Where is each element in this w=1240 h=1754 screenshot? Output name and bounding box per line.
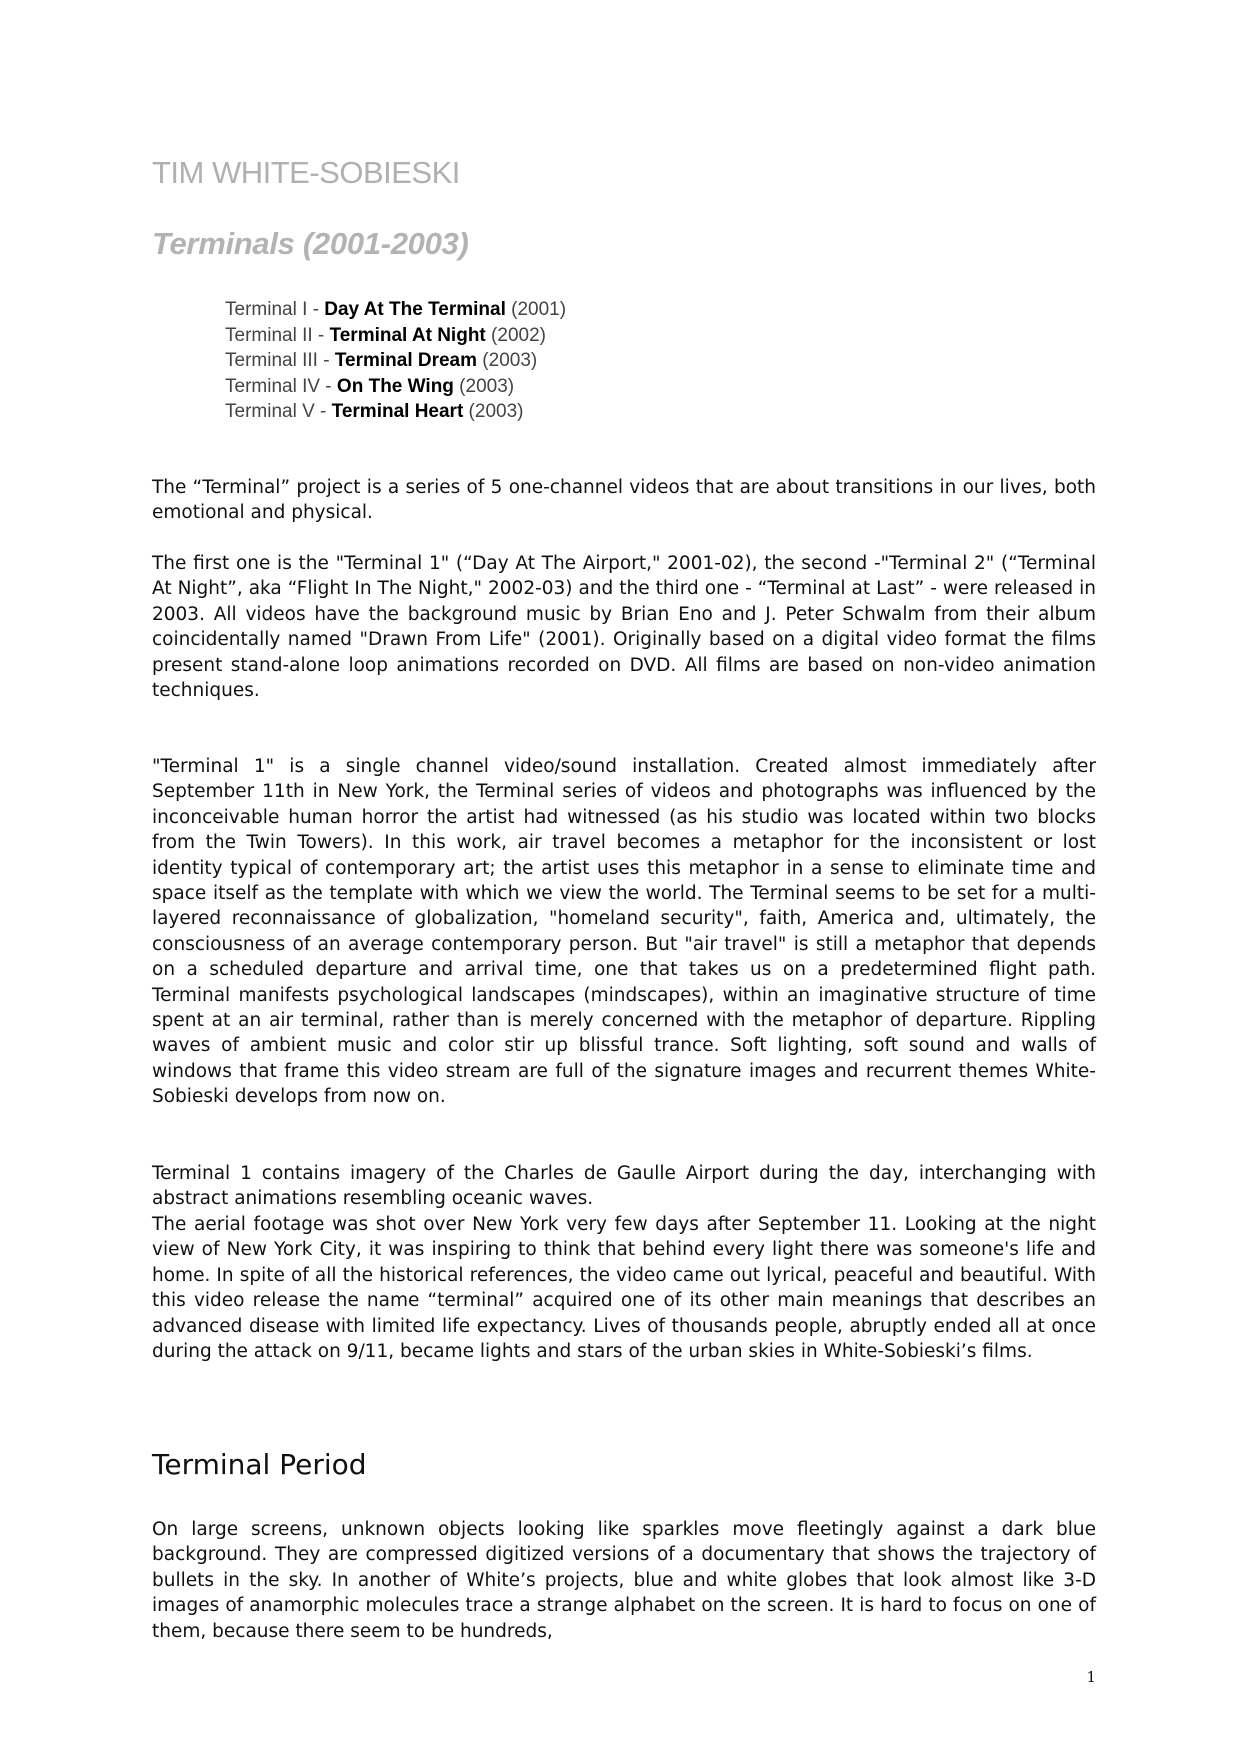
terminal-year: (2001) <box>505 299 567 320</box>
terminal-name: Terminal Dream <box>334 350 478 372</box>
author-name: TIM WHITE-SOBIESKI <box>152 155 460 190</box>
list-item <box>225 297 566 323</box>
terminal-name: Day At The Terminal <box>324 299 506 320</box>
paragraph-terminal-period: On large screens, unknown objects looking like sparkles move fleetingly against a dark blue background. They are compressed digitized versions of a documentary that shows the trajectory of bullets in the sky. In another of White’s projects, blue and white globes that look almost like 3-D images of anamorphic molecules trace a strange alphabet on the screen. It is hard to focus on one of them, because there seem to be hundreds, <box>152 1519 1096 1642</box>
list-item <box>225 374 566 400</box>
terminal-prefix: Terminal III - <box>225 350 335 372</box>
work-title: Terminals (2001-2003) <box>152 226 469 261</box>
section-heading: Terminal Period <box>152 1448 367 1481</box>
paragraph-releases: The first one is the "Terminal 1" (“Day At The Airport," 2001-02), the second -"Terminal 2" (“Terminal At Night”, aka “Flight In The Night," 2002-03) and the third one - “Terminal at Last” - were released in 2003. All videos have the background music by Brian Eno and J. Peter Schwalm from their album coincidentally named "Drawn From Life" (2001). Originally based on a digital video format the films present stand-alone loop animations recorded on DVD. All films are based on non-video animation techniques. <box>152 553 1096 702</box>
terminal-year: (2002) <box>485 324 546 346</box>
paragraph-terminal-1: "Terminal 1" is a single channel video/sound installation. Created almost immediately after September 11th in New York, the Terminal series of videos and photographs was influenced by the inconceivable human horror the artist had witnessed (as his studio was located within two blocks from the Twin Towers). In this work, air travel becomes a metaphor for the inconsistent or lost identity typical of contemporary art; the artist uses this metaphor in a sense to eliminate time and space itself as the template with which we view the world. The Terminal seems to be set for a multi-layered reconnaissance of globalization, "homeland security", faith, America and, ultimately, the consciousness of an average contemporary person. But "air travel" is still a metaphor that depends on a scheduled departure and arrival time, one that takes us on a predetermined flight path. Terminal manifests psychological landscapes (mindscapes), within an imaginative structure of time spent at an air terminal, rather than is merely concerned with the metaphor of departure. Rippling waves of ambient music and color stir up blissful trance. Soft lighting, soft sound and walls of windows that frame this video stream are full of the signature images and recurrent themes White-Sobieski develops from now on. <box>152 756 1096 1108</box>
list-item <box>225 348 566 374</box>
terminal-year: (2003) <box>463 401 524 423</box>
terminals-list <box>225 297 566 425</box>
list-item <box>225 323 566 349</box>
terminal-prefix: Terminal I - <box>225 299 325 320</box>
terminal-name: Terminal At Night <box>329 324 486 346</box>
paragraph-imagery: Terminal 1 contains imagery of the Charles de Gaulle Airport during the day, interchanging with abstract animations resembling oceanic waves. <box>152 1163 1096 1210</box>
paragraph-aerial-footage: The aerial footage was shot over New York very few days after September 11. Looking at the night view of New York City, it was inspiring to think that behind every light there was someone's life and home. In spite of all the historical references, the video came out lyrical, peaceful and beautiful. With this video release the name “terminal” acquired one of its other main meanings that describes an advanced disease with limited life expectancy. Lives of thousands people, abruptly ended all at once during the attack on 9/11, became lights and stars of the urban skies in White-Sobieski’s films. <box>152 1214 1096 1363</box>
paragraph-intro: The “Terminal” project is a series of 5 one-channel videos that are about transitions in our lives, both emotional and physical. <box>152 477 1096 524</box>
terminal-prefix: Terminal IV - <box>225 375 337 397</box>
terminal-year: (2003) <box>477 350 538 372</box>
terminal-name: On The Wing <box>336 375 454 397</box>
terminal-prefix: Terminal V - <box>225 401 332 423</box>
list-item <box>225 399 566 425</box>
terminal-name: Terminal Heart <box>331 401 464 423</box>
page-number: 1 <box>1086 1668 1096 1686</box>
terminal-year: (2003) <box>453 375 515 397</box>
terminal-prefix: Terminal II - <box>225 324 330 346</box>
